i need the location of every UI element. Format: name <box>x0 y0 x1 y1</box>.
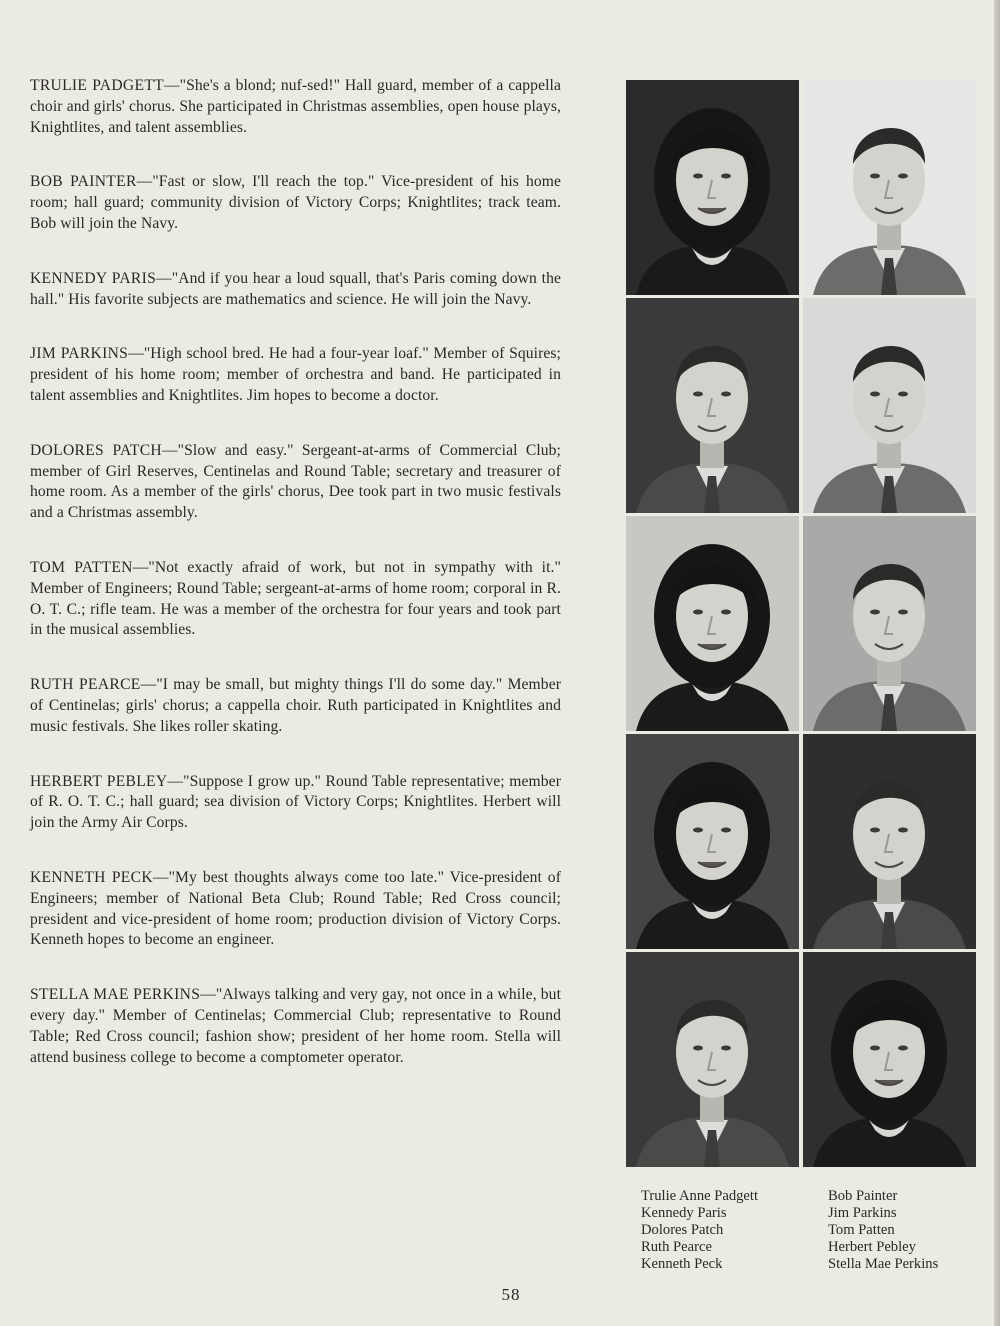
bio-entry <box>30 558 561 641</box>
bio-entry <box>30 868 561 951</box>
bio-entry <box>30 76 561 138</box>
bio-entry <box>30 172 561 234</box>
caption-name: Kennedy Paris <box>641 1205 727 1221</box>
page-edge <box>994 0 1000 1326</box>
bio-entry <box>30 269 561 311</box>
portrait-photo <box>626 80 799 295</box>
bio-text: —"Suppose I grow up." Round Table representative; member of R. O. T. C.; hall guard; sea division of Victory Corps; Knightlites. Herbert will join the Army Air Corps. <box>30 772 561 832</box>
portrait-grid <box>626 80 978 1166</box>
bio-name: RUTH PEARCE <box>30 676 141 694</box>
bio-entry <box>30 772 561 834</box>
bio-text: —"And if you hear a loud squall, that's Paris coming down the hall." His favorite subjects are mathematics and science. He will join the Navy. <box>30 269 561 308</box>
caption-name: Herbert Pebley <box>828 1239 916 1255</box>
caption-column-left <box>641 1188 828 1273</box>
caption-name: Trulie Anne Padgett <box>641 1188 759 1204</box>
bio-name: JIM PARKINS <box>30 345 129 363</box>
portrait-image <box>626 734 799 949</box>
portrait-image <box>626 516 799 731</box>
bio-column <box>30 76 561 1102</box>
bio-text: —"Fast or slow, I'll reach the top." Vice-president of his home room; hall guard; community division of Victory Corps; Knightlites; track team. Bob will join the Navy. <box>30 173 561 232</box>
bio-name: KENNETH PECK <box>30 868 153 886</box>
portrait-image <box>803 298 976 513</box>
portrait-image <box>626 80 799 295</box>
bio-entry <box>30 441 561 524</box>
bio-text: —"Always talking and very gay, not once in a while, but every day." Member of Centinelas; Commercial Club; representative to Round Table; Red Cross council; fashion show; president of her home room. Stella will attend business college to become a comptometer operator. <box>30 986 562 1066</box>
caption-name: Jim Parkins <box>828 1205 897 1221</box>
caption-name: Tom Patten <box>828 1222 895 1238</box>
portrait-photo <box>626 734 799 949</box>
photo-caption <box>641 1188 961 1273</box>
bio-entry <box>30 985 561 1068</box>
portrait-image <box>803 80 976 295</box>
page-number: 58 <box>501 1285 521 1304</box>
portrait-photo <box>626 952 799 1167</box>
caption-name: Kenneth Peck <box>641 1256 723 1272</box>
portrait-photo <box>626 298 799 513</box>
bio-text: —"Not exactly afraid of work, but not in sympathy with it." Member of Engineers; Round Table; sergeant-at-arms of home room; corporal in R. O. T. C.; rifle team. He was a member of the orchestra for four years and took part in the musical assemblies. <box>30 558 561 639</box>
bio-name: DOLORES PATCH <box>30 441 162 459</box>
portrait-photo <box>803 734 976 949</box>
portrait-image <box>626 952 799 1167</box>
caption-name: Ruth Pearce <box>641 1239 712 1255</box>
portrait-image <box>626 298 799 513</box>
portrait-photo <box>803 516 976 731</box>
caption-name: Stella Mae Perkins <box>828 1256 939 1272</box>
bio-text: —"High school bred. He had a four-year loaf." Member of Squires; president of his home room; member of orchestra and band. He participated in talent assemblies and Knightlites. Jim hopes to become a doctor. <box>30 345 561 404</box>
bio-name: HERBERT PEBLEY <box>30 772 168 790</box>
portrait-image <box>803 734 976 949</box>
portrait-photo <box>803 298 976 513</box>
caption-name: Dolores Patch <box>641 1222 724 1238</box>
bio-text: —"She's a blond; nuf-sed!" Hall guard, member of a cappella choir and girls' chorus. She participated in Christmas assemblies, open house plays, Knightlites, and talent assemblies. <box>30 77 561 136</box>
portrait-photo <box>803 952 976 1167</box>
bio-name: KENNEDY PARIS <box>30 269 157 287</box>
portrait-photo <box>626 516 799 731</box>
bio-text: —"I may be small, but mighty things I'll do some day." Member of Centinelas; girls' chorus; a cappella choir. Ruth participated in Knightlites and music festivals. She likes roller skating. <box>30 676 562 735</box>
bio-name: BOB PAINTER <box>30 173 137 191</box>
bio-name: STELLA MAE PERKINS <box>30 986 201 1004</box>
caption-column-right <box>828 1188 968 1273</box>
bio-text: —"Slow and easy." Sergeant-at-arms of Commercial Club; member of Girl Reserves, Centinelas and Round Table; secretary and treasurer of home room. As a member of the girls' chorus, Dee took part in two music festivals and a Christmas assembly. <box>30 441 561 522</box>
bio-name: TOM PATTEN <box>30 558 133 576</box>
bio-entry <box>30 675 561 737</box>
caption-name: Bob Painter <box>828 1188 898 1204</box>
bio-text: —"My best thoughts always come too late." Vice-president of Engineers; member of National Beta Club; Round Table; Red Cross council; president and vice-president of home room; production division of Victory Corps. Kenneth hopes to become an engineer. <box>30 868 561 949</box>
portrait-image <box>803 516 976 731</box>
portrait-image <box>803 952 976 1167</box>
portrait-photo <box>803 80 976 295</box>
bio-entry <box>30 344 561 406</box>
bio-name: TRULIE PADGETT <box>30 77 164 94</box>
